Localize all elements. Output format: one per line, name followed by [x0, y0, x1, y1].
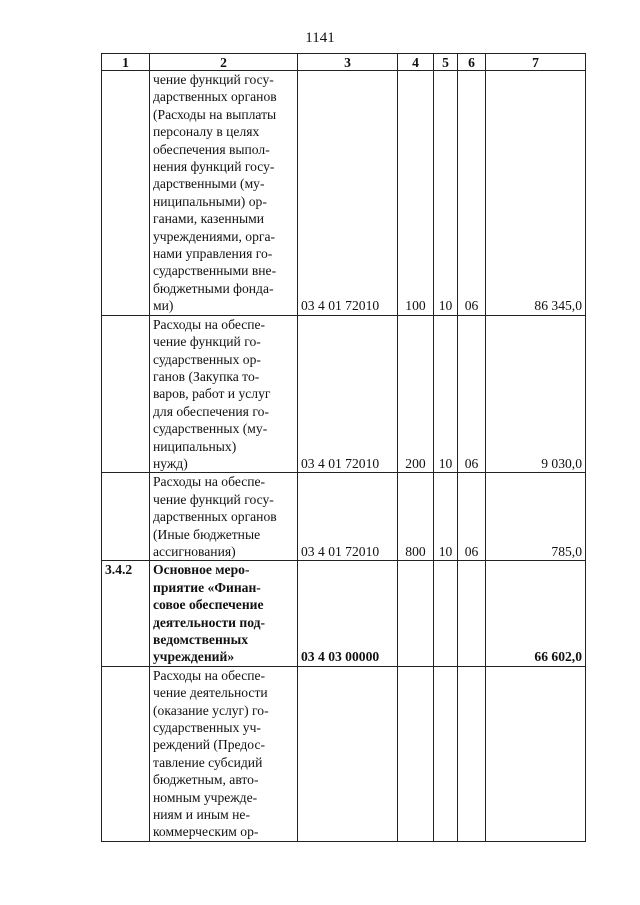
budget-code: 03 4 01 72010 [298, 71, 398, 316]
description-line: чение функций го- [153, 334, 261, 350]
amount [486, 666, 586, 841]
description-line: ганов (Закупка то- [153, 368, 260, 384]
description-line: Основное меро- [153, 562, 250, 578]
section-code: 10 [434, 315, 458, 473]
subsection-code [458, 561, 486, 666]
row-description [150, 666, 298, 841]
row-description [150, 473, 298, 561]
description-line: ми) [153, 298, 174, 314]
amount: 66 602,0 [486, 561, 586, 666]
section-code [434, 666, 458, 841]
page-number: 1141 [305, 30, 335, 46]
column-header: 2 [150, 54, 298, 71]
description-line: номным учрежде- [153, 789, 258, 805]
row-description [150, 71, 298, 316]
section-code: 10 [434, 71, 458, 316]
description-line: (Расходы на выплаты [153, 106, 277, 122]
section-code [434, 561, 458, 666]
subsection-code: 06 [458, 71, 486, 316]
description-line: Расходы на обеспе- [153, 474, 266, 490]
expense-type-code: 100 [398, 71, 434, 316]
description-line: тавление субсидий [153, 754, 263, 770]
budget-code: 03 4 03 00000 [298, 561, 398, 666]
description-line: чение деятельности [153, 685, 268, 701]
description-line: (оказание услуг) го- [153, 702, 269, 718]
description-line: ведомственных [153, 632, 249, 647]
expense-type-code: 800 [398, 473, 434, 561]
description-line: дарственных органов [153, 509, 277, 525]
description-line: ассигнования) [153, 543, 236, 559]
row-id [102, 666, 150, 841]
column-header: 5 [434, 54, 458, 71]
budget-code [298, 666, 398, 841]
description-line: варов, работ и услуг [153, 386, 271, 402]
description-line: деятельности под- [153, 614, 266, 630]
budget-table [101, 53, 586, 842]
description-line: дарственных органов [153, 89, 277, 105]
budget-code: 03 4 01 72010 [298, 315, 398, 473]
column-header: 6 [458, 54, 486, 71]
description-line: нужд) [153, 455, 188, 471]
description-line: сударственных уч- [153, 720, 261, 736]
row-id: 3.4.2 [102, 561, 150, 666]
description-line: для обеспечения го- [153, 403, 269, 419]
description-line: Расходы на обеспе- [153, 316, 266, 332]
table-row [102, 315, 586, 473]
description-line: нами управления го- [153, 246, 273, 262]
description-line: совое обеспечение [153, 597, 264, 613]
description-line: персоналу в целях [153, 124, 260, 140]
table-row [102, 561, 586, 666]
column-header: 4 [398, 54, 434, 71]
description-line: нения функций госу- [153, 159, 275, 175]
budget-code: 03 4 01 72010 [298, 473, 398, 561]
expense-type-code [398, 666, 434, 841]
description-line: ниям и иным не- [153, 807, 250, 823]
description-line: дарственными (му- [153, 176, 265, 192]
column-header: 7 [486, 54, 586, 71]
description-line: Расходы на обеспе- [153, 667, 266, 683]
amount: 785,0 [486, 473, 586, 561]
description-line: ниципальными) ор- [153, 193, 267, 209]
description-line: сударственных ор- [153, 351, 261, 367]
description-line: коммерческим ор- [153, 824, 259, 840]
description-line: (Иные бюджетные [153, 526, 261, 542]
description-line: ганами, казенными [153, 211, 264, 227]
row-id [102, 315, 150, 473]
subsection-code: 06 [458, 473, 486, 561]
amount: 9 030,0 [486, 315, 586, 473]
table-row [102, 71, 586, 316]
description-line: чение функций госу- [153, 491, 274, 507]
section-code: 10 [434, 473, 458, 561]
description-line: ниципальных) [153, 438, 237, 454]
description-line: приятие «Финан- [153, 579, 261, 595]
description-line: учреждениями, орга- [153, 228, 276, 244]
description-line: учреждений» [153, 649, 235, 665]
subsection-code: 06 [458, 315, 486, 473]
row-id [102, 71, 150, 316]
description-line: сударственными вне- [153, 263, 277, 279]
column-header: 3 [298, 54, 398, 71]
expense-type-code: 200 [398, 315, 434, 473]
amount: 86 345,0 [486, 71, 586, 316]
description-line: чение функций госу- [153, 72, 274, 87]
row-description [150, 315, 298, 473]
table-header-row [102, 54, 586, 71]
description-line: реждений (Предос- [153, 737, 266, 753]
column-header: 1 [102, 54, 150, 71]
expense-type-code [398, 561, 434, 666]
description-line: обеспечения выпол- [153, 141, 270, 157]
table-row [102, 473, 586, 561]
subsection-code [458, 666, 486, 841]
description-line: бюджетным, авто- [153, 772, 259, 788]
row-description [150, 561, 298, 666]
table-row [102, 666, 586, 841]
row-id [102, 473, 150, 561]
description-line: бюджетными фонда- [153, 280, 274, 296]
description-line: сударственных (му- [153, 421, 268, 437]
